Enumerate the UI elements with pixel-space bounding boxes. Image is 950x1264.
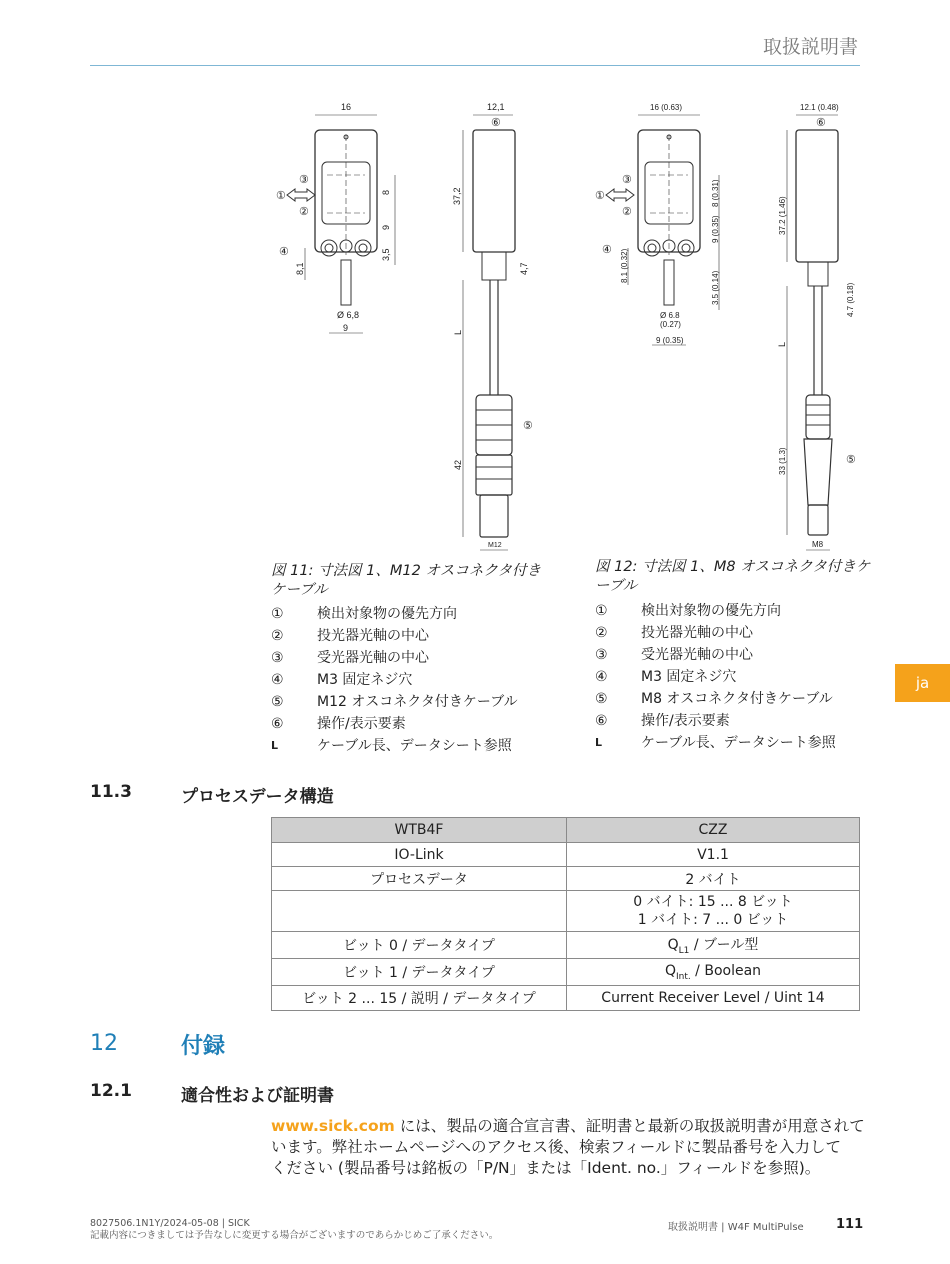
header-rule [90, 65, 860, 66]
svg-text:4.7 (0.18): 4.7 (0.18) [846, 282, 855, 317]
table-row: IO-Link V1.1 [272, 843, 860, 867]
svg-text:33 (1.3): 33 (1.3) [778, 447, 787, 475]
svg-text:4,7: 4,7 [519, 262, 529, 275]
language-tab[interactable]: ja [895, 664, 950, 702]
process-data-table [271, 817, 860, 1011]
svg-text:8: 8 [381, 189, 391, 195]
svg-text:12,1: 12,1 [487, 102, 505, 112]
footer-doc-title: 取扱説明書 | W4F MultiPulse [668, 1222, 804, 1233]
legend-item: ⑤ M8 オスコネクタ付きケーブル [595, 691, 833, 707]
legend-item: L ケーブル長、データシート参照 [271, 738, 512, 754]
svg-text:37,2: 37,2 [452, 187, 462, 205]
svg-text:8.1 (0.32): 8.1 (0.32) [620, 248, 629, 283]
sick-website-link[interactable]: www.sick.com [271, 1117, 395, 1135]
legend-item: ⑥ 操作/表示要素 [595, 713, 730, 729]
table-header: WTB4F [272, 818, 567, 843]
table-row: ビット 0 / データタイプ $Q_{L1}$ / ブール型 [272, 932, 860, 959]
table-row: 0 バイト: 15 ... 8 ビット 1 バイト: 7 ... 0 ビット [272, 891, 860, 932]
svg-text:Ø 6.8: Ø 6.8 [660, 311, 680, 320]
figure-11-legend [271, 603, 571, 757]
svg-text:37.2 (1.46): 37.2 (1.46) [778, 196, 787, 235]
figure-12-drawing [590, 95, 880, 555]
svg-text:M12: M12 [488, 542, 502, 549]
svg-text:L: L [777, 341, 787, 347]
svg-text:①: ① [595, 190, 605, 202]
svg-text:⑤: ⑤ [846, 454, 856, 466]
legend-item: ③ 受光器光軸の中心 [271, 650, 429, 666]
svg-text:16 (0.63): 16 (0.63) [650, 103, 683, 112]
svg-text:②: ② [299, 206, 309, 218]
figure-11-drawing [265, 95, 555, 555]
svg-text:12.1 (0.48): 12.1 (0.48) [800, 103, 839, 112]
table-row: プロセスデータ 2 バイト [272, 867, 860, 891]
chapter-12-number: 12 [90, 1031, 118, 1056]
footer-left: 8027506.1N1Y/2024-05-08 | SICK 記載内容につきましては予告なしに変更する場合がございますのであらかじめご了承ください。 [90, 1218, 499, 1241]
section-11-3-number: 11.3 [90, 782, 132, 802]
legend-item: L ケーブル長、データシート参照 [595, 735, 836, 751]
table-row: ビット 2 ... 15 / 説明 / データタイプ Current Receiver Level / Uint 14 [272, 986, 860, 1011]
svg-text:④: ④ [602, 244, 612, 256]
svg-text:9: 9 [381, 224, 391, 230]
svg-text:42: 42 [453, 459, 463, 470]
table-row: ビット 1 / データタイプ $Q_{Int.}$ / Boolean [272, 959, 860, 986]
svg-text:9 (0.35): 9 (0.35) [711, 215, 720, 243]
header-title: 取扱説明書 [762, 36, 858, 58]
chapter-12-title: 付録 [181, 1034, 226, 1059]
svg-text:①: ① [276, 190, 286, 202]
legend-item: ⑥ 操作/表示要素 [271, 716, 406, 732]
svg-text:(0.27): (0.27) [660, 320, 681, 329]
legend-item: ② 投光器光軸の中心 [595, 625, 753, 641]
page-number: 111 [836, 1217, 864, 1232]
fig11-width-label: 16 [341, 102, 352, 112]
section-12-1-title: 適合性および証明書 [181, 1086, 334, 1106]
svg-text:②: ② [622, 206, 632, 218]
section-11-3-title: プロセスデータ構造 [181, 787, 334, 807]
conformity-paragraph: www.sick.com には、製品の適合宣言書、証明書と最新の取扱説明書が用意されて います。弊社ホームページへのアクセス後、検索フィールドに製品番号を入力して ください (製品番号は銘板の「P/N」または「Ident. no.」フィールドを参照)。 [271, 1117, 865, 1177]
svg-text:3.5 (0.14): 3.5 (0.14) [711, 270, 720, 305]
legend-item: ① 検出対象物の優先方向 [271, 606, 457, 622]
svg-text:3,5: 3,5 [381, 248, 391, 261]
svg-text:8,1: 8,1 [295, 262, 305, 275]
legend-item: ④ M3 固定ネジ穴 [595, 669, 737, 685]
figure-11-caption: 図 11: 寸法図 1、M12 オスコネクタ付き ケーブル [271, 563, 542, 598]
svg-text:③: ③ [622, 174, 632, 186]
table-header-row [272, 818, 860, 843]
table-header: CZZ [567, 818, 860, 843]
svg-text:9: 9 [343, 323, 349, 333]
svg-text:L: L [453, 329, 463, 335]
svg-text:9 (0.35): 9 (0.35) [656, 336, 684, 345]
svg-text:⑥: ⑥ [491, 117, 501, 129]
svg-text:8 (0.31): 8 (0.31) [711, 179, 720, 207]
svg-text:⑥: ⑥ [816, 117, 826, 129]
svg-text:④: ④ [279, 246, 289, 258]
legend-item: ⑤ M12 オスコネクタ付きケーブル [271, 694, 518, 710]
legend-item: ③ 受光器光軸の中心 [595, 647, 753, 663]
figure-12-caption: 図 12: 寸法図 1、M8 オスコネクタ付きケ ーブル [595, 559, 871, 594]
figure-12-legend [595, 600, 875, 754]
legend-item: ② 投光器光軸の中心 [271, 628, 429, 644]
svg-text:Ø 6,8: Ø 6,8 [337, 310, 360, 320]
svg-text:③: ③ [299, 174, 309, 186]
legend-item: ① 検出対象物の優先方向 [595, 603, 781, 619]
svg-text:⑤: ⑤ [523, 420, 533, 432]
section-12-1-number: 12.1 [90, 1081, 132, 1101]
legend-item: ④ M3 固定ネジ穴 [271, 672, 413, 688]
svg-text:M8: M8 [812, 540, 824, 549]
